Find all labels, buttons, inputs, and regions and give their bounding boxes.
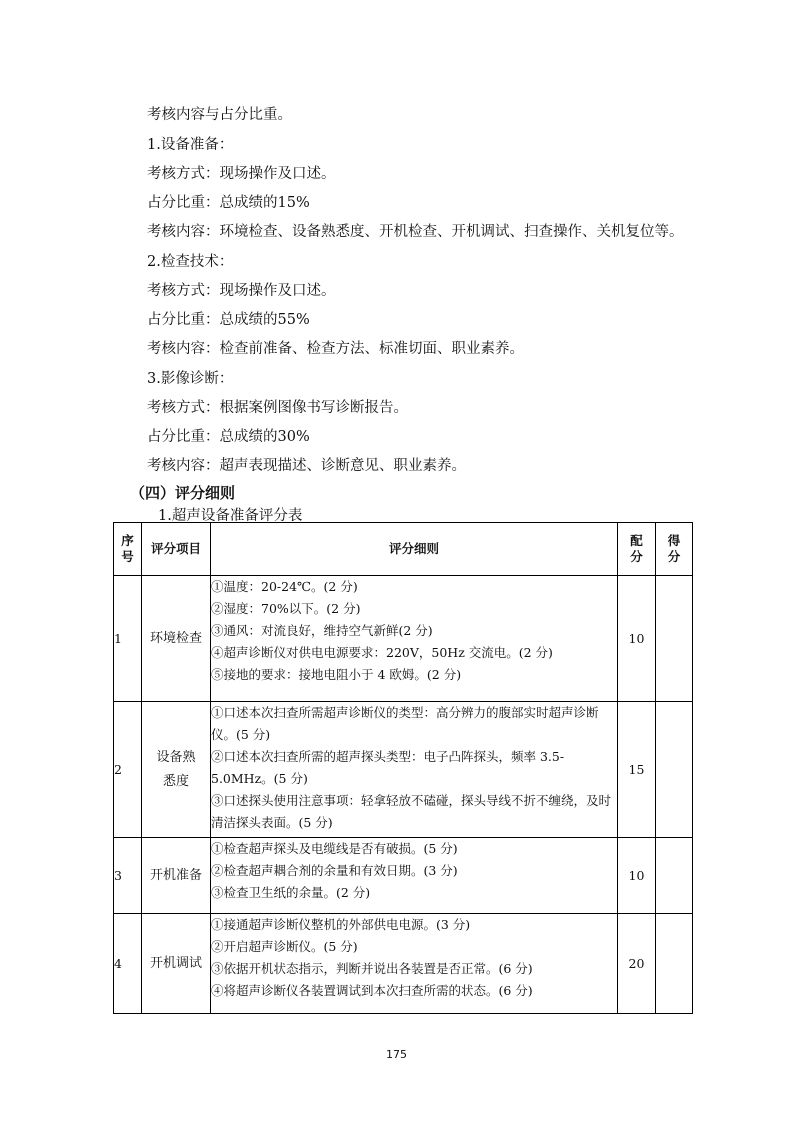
table-title: 1.超声设备准备评分表 [158, 508, 303, 524]
row-score [656, 702, 693, 838]
row-item: 环境检查 [142, 576, 211, 702]
row-detail [211, 702, 618, 838]
row-score [656, 914, 693, 1014]
row-points: 10 [618, 838, 656, 914]
section-1-heading: 1.设备准备： [147, 137, 234, 153]
section-2-heading: 2.检查技术： [147, 254, 234, 270]
row-score [656, 838, 693, 914]
detail-line: ③口述探头使用注意事项：轻拿轻放不磕碰，探头导线不折不缠绕，及时清洁探头表面。(5 分) [211, 793, 612, 830]
section-1-weight: 占分比重：总成绩的15% [147, 195, 310, 211]
header-score: 得分 [656, 523, 693, 576]
section-1-content: 考核内容：环境检查、设备熟悉度、开机检查、开机调试、扫查操作、关机复位等。 [147, 224, 684, 240]
detail-line: ②检查超声耦合剂的余量和有效日期。(3 分) [211, 863, 458, 878]
row-points: 20 [618, 914, 656, 1014]
page-number: 175 [386, 1048, 407, 1061]
section-3-content: 考核内容：超声表现描述、诊断意见、职业素养。 [147, 458, 466, 474]
detail-line: ②口述本次扫查所需的超声探头类型：电子凸阵探头，频率 3.5-5.0MHz。(5 分) [211, 749, 565, 786]
table-row [114, 702, 693, 838]
table-header-row [114, 523, 693, 576]
header-item: 评分项目 [142, 523, 211, 576]
section-3-method: 考核方式：根据案例图像书写诊断报告。 [147, 400, 408, 416]
section-3-heading: 3.影像诊断： [147, 371, 234, 387]
detail-line: ③依据开机状态指示，判断并说出各装置是否正常。(6 分) [211, 961, 533, 976]
row-detail [211, 838, 618, 914]
detail-line: ④超声诊断仪对供电电源要求：220V，50Hz 交流电。(2 分) [211, 645, 553, 660]
detail-line: ①口述本次扫查所需超声诊断仪的类型：高分辨力的腹部实时超声诊断仪。(5 分) [211, 705, 599, 742]
row-item: 开机调试 [142, 914, 211, 1014]
row-no: 2 [114, 702, 142, 838]
row-item: 设备熟悉度 [142, 702, 211, 838]
header-detail: 评分细则 [211, 523, 618, 576]
section-2-content: 考核内容：检查前准备、检查方法、标准切面、职业素养。 [147, 341, 524, 357]
table-row [114, 914, 693, 1014]
section-1-method: 考核方式：现场操作及口述。 [147, 166, 336, 182]
table-row [114, 576, 693, 702]
detail-line: ③通风：对流良好，维持空气新鲜(2 分) [211, 623, 433, 638]
row-item: 开机准备 [142, 838, 211, 914]
section-2-weight: 占分比重：总成绩的55% [147, 312, 310, 328]
row-points: 15 [618, 702, 656, 838]
row-no: 4 [114, 914, 142, 1014]
row-no: 1 [114, 576, 142, 702]
header-no: 序号 [114, 523, 142, 576]
row-detail [211, 576, 618, 702]
detail-line: ⑤接地的要求：接地电阻小于 4 欧姆。(2 分) [211, 667, 462, 682]
intro-title: 考核内容与占分比重。 [147, 107, 292, 123]
scoring-table [113, 522, 693, 1014]
header-points: 配分 [618, 523, 656, 576]
row-no: 3 [114, 838, 142, 914]
table-row [114, 838, 693, 914]
row-score [656, 576, 693, 702]
detail-line: ①温度：20-24℃。(2 分) [211, 579, 358, 594]
detail-line: ①接通超声诊断仪整机的外部供电电源。(3 分) [211, 917, 471, 932]
section-3-weight: 占分比重：总成绩的30% [147, 429, 310, 445]
detail-line: ②开启超声诊断仪。(5 分) [211, 939, 358, 954]
detail-line: ①检查超声探头及电缆线是否有破损。(5 分) [211, 841, 458, 856]
section-2-method: 考核方式：现场操作及口述。 [147, 283, 336, 299]
detail-line: ②湿度：70%以下。(2 分) [211, 601, 361, 616]
detail-line: ④将超声诊断仪各装置调试到本次扫查所需的状态。(6 分) [211, 983, 533, 998]
row-points: 10 [618, 576, 656, 702]
detail-line: ③检查卫生纸的余量。(2 分) [211, 885, 371, 900]
section-title: （四）评分细则 [130, 484, 236, 502]
row-detail [211, 914, 618, 1014]
